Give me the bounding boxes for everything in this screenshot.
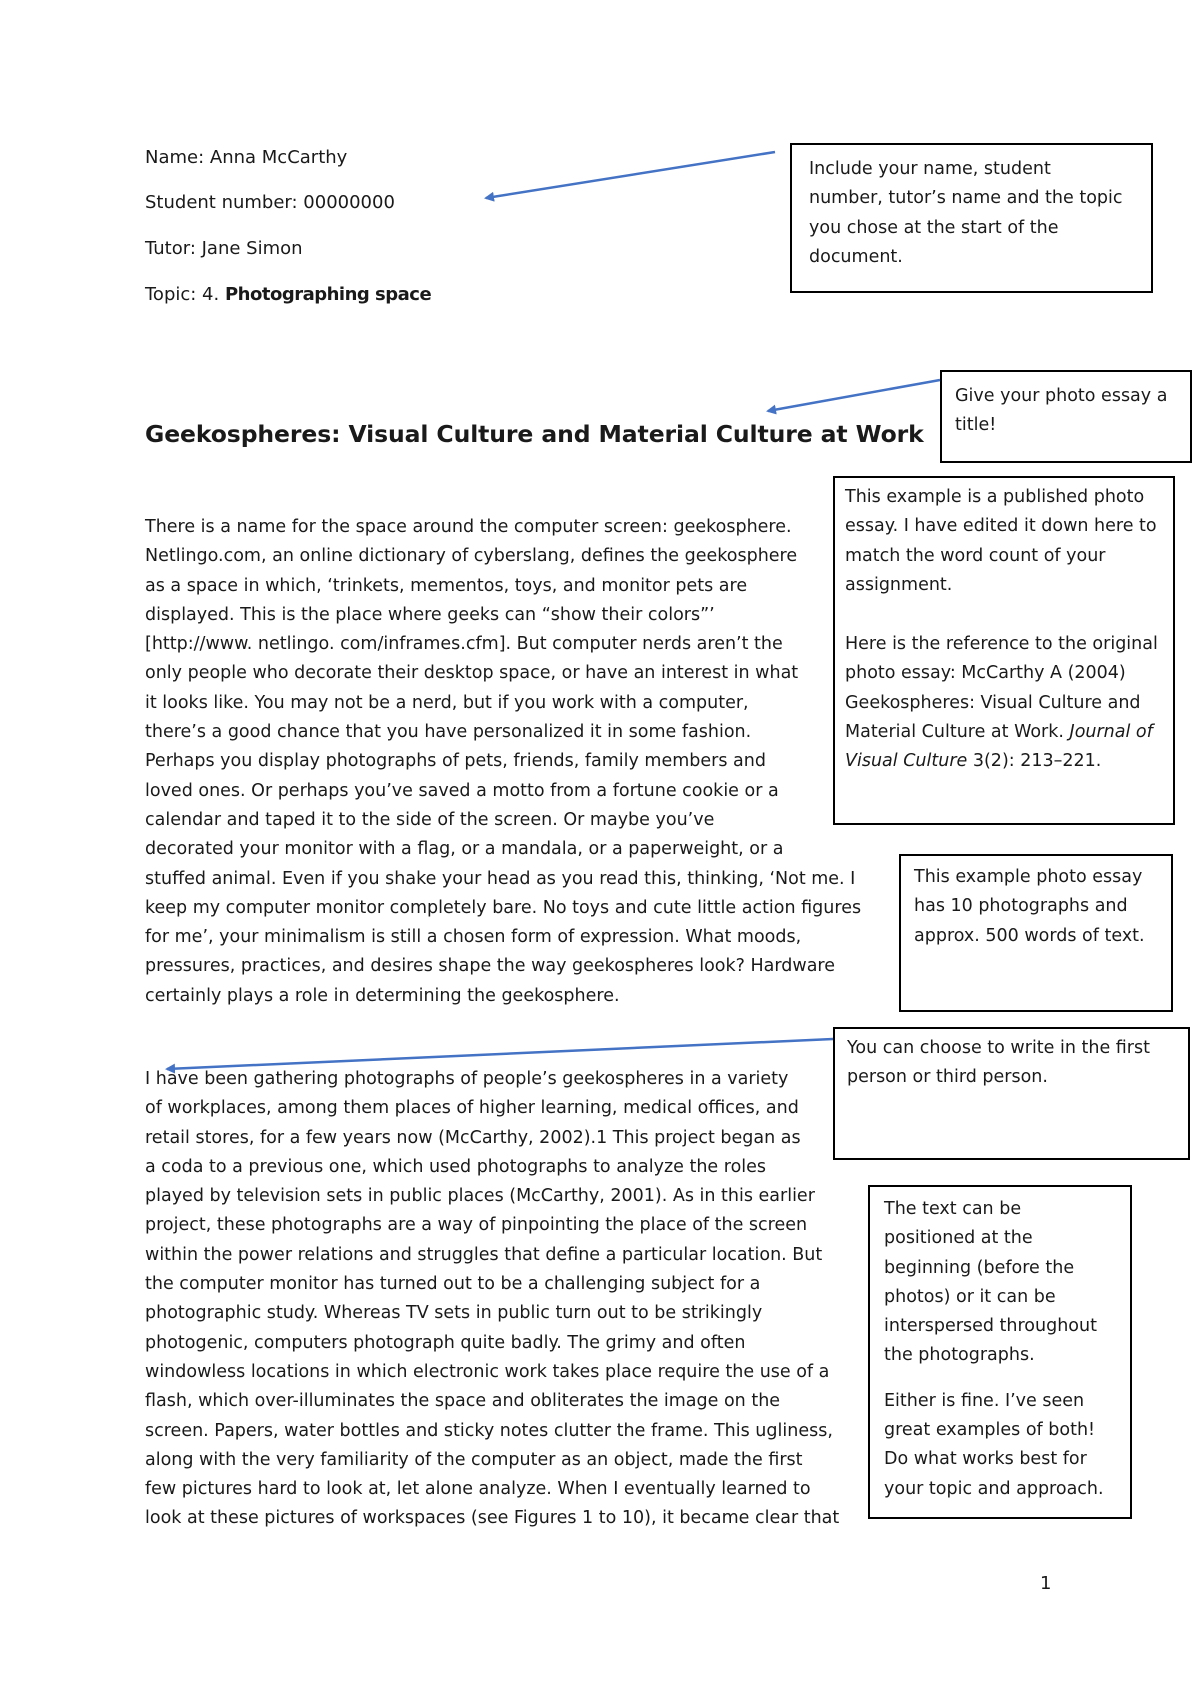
paragraph-line: decorated your monitor with a flag, or a mandala, or a paperweight, or a — [145, 839, 784, 860]
note-line: your topic and approach. — [884, 1478, 1104, 1499]
note-line: Do what works best for — [884, 1449, 1087, 1470]
paragraph-line: only people who decorate their desktop space, or have an interest in what — [145, 663, 799, 684]
journal-name: Visual Culture — [845, 751, 968, 772]
note-line: match the word count of your — [845, 545, 1106, 566]
paragraph-line: certainly plays a role in determining the geekosphere. — [145, 985, 620, 1006]
paragraph-line: Netlingo.com, an online dictionary of cyberslang, defines the geekosphere — [145, 546, 798, 567]
note-line: Include your name, student — [809, 159, 1051, 179]
journal-volume: 3(2): 213–221. — [967, 751, 1102, 772]
paragraph-line: photogenic, computers photograph quite badly. The grimy and often — [145, 1332, 746, 1353]
paragraph-line: retail stores, for a few years now (McCarthy, 2002).1 This project began as — [145, 1127, 801, 1148]
note-line: the photographs. — [884, 1345, 1035, 1366]
note-line: has 10 photographs and — [914, 896, 1128, 917]
paragraph-line: project, these photographs are a way of pinpointing the place of the screen — [145, 1215, 808, 1236]
note-line: This example is a published photo — [845, 487, 1145, 507]
paragraph-line: I have been gathering photographs of people’s geekospheres in a variety — [145, 1069, 789, 1089]
note-line: approx. 500 words of text. — [914, 925, 1145, 946]
note-line: great examples of both! — [884, 1420, 1096, 1441]
note-line: assignment. — [845, 574, 953, 595]
note-line: positioned at the — [884, 1228, 1033, 1249]
note-line: number, tutor’s name and the topic — [809, 188, 1123, 209]
journal-name-start: Journal of — [1069, 722, 1153, 743]
note-line: title! — [955, 415, 997, 436]
paragraph-line: there’s a good chance that you have personalized it in some fashion. — [145, 722, 752, 743]
note-line: photos) or it can be — [884, 1286, 1056, 1307]
note-line: Give your photo essay a — [955, 386, 1168, 406]
arrow-to-header — [486, 152, 775, 198]
paragraph-line: it looks like. You may not be a nerd, but if you work with a computer, — [145, 692, 749, 713]
paragraph-line: [http://www. netlingo. com/inframes.cfm]. But computer nerds aren’t the — [145, 634, 783, 655]
paragraph-line: windowless locations in which electronic work takes place require the use of a — [145, 1361, 830, 1382]
note-line: Geekospheres: Visual Culture and — [845, 692, 1141, 713]
student-name: Name: Anna McCarthy — [145, 147, 348, 168]
paragraph-line: pressures, practices, and desires shape the way geekospheres look? Hardware — [145, 956, 835, 977]
paragraph-line: within the power relations and struggles that define a particular location. But — [145, 1244, 823, 1265]
paragraph-line: keep my computer monitor completely bare. No toys and cute little action figures — [145, 897, 862, 918]
paragraph-line: loved ones. Or perhaps you’ve saved a motto from a fortune cookie or a — [145, 780, 779, 801]
paragraph-line: few pictures hard to look at, let alone analyze. When I eventually learned to — [145, 1479, 811, 1500]
note-line: interspersed throughout — [884, 1316, 1097, 1337]
note-line: document. — [809, 246, 903, 267]
paragraph-line: flash, which over-illuminates the space and obliterates the image on the — [145, 1391, 781, 1412]
paragraph-line: There is a name for the space around the computer screen: geekosphere. — [145, 517, 792, 537]
paragraph-line: of workplaces, among them places of higher learning, medical offices, and — [145, 1098, 799, 1119]
note-line: photo essay: McCarthy A (2004) — [845, 663, 1126, 684]
paragraph-line: as a space in which, ‘trinkets, mementos, toys, and monitor pets are — [145, 575, 748, 596]
arrow-to-paragraph-2 — [167, 1039, 833, 1069]
note-line: Material Culture at Work. — [845, 722, 1064, 743]
note-line: you chose at the start of the — [809, 217, 1059, 238]
paragraph-line: played by television sets in public places (McCarthy, 2001). As in this earlier — [145, 1186, 815, 1207]
paragraph-line: photographic study. Whereas TV sets in public turn out to be strikingly — [145, 1303, 763, 1324]
essay-title: Geekospheres: Visual Culture and Material Culture at Work — [145, 420, 924, 448]
student-number: Student number: 00000000 — [145, 192, 395, 213]
note-line: beginning (before the — [884, 1257, 1075, 1278]
arrow-to-title — [768, 380, 940, 411]
paragraph-line: the computer monitor has turned out to be a challenging subject for a — [145, 1274, 761, 1295]
note-line: The text can be — [884, 1199, 1022, 1219]
paragraph-line: along with the very familiarity of the computer as an object, made the first — [145, 1449, 803, 1470]
paragraph-line: stuffed animal. Even if you shake your head as you read this, thinking, ‘Not me. I — [145, 868, 856, 889]
note-line: Here is the reference to the original — [845, 634, 1158, 655]
page-number: 1 — [1040, 1573, 1052, 1594]
note-line: essay. I have edited it down here to — [845, 516, 1157, 537]
paragraph-line: a coda to a previous one, which used photographs to analyze the roles — [145, 1156, 767, 1177]
note-line: person or third person. — [847, 1067, 1048, 1088]
paragraph-line: for me’, your minimalism is still a chosen form of expression. What moods, — [145, 927, 802, 948]
paragraph-line: screen. Papers, water bottles and sticky notes clutter the frame. This ugliness, — [145, 1420, 833, 1441]
paragraph-line: calendar and taped it to the side of the screen. Or maybe you’ve — [145, 809, 715, 830]
tutor-text: Tutor: Jane Simon — [145, 238, 303, 259]
note-line: Either is fine. I’ve seen — [884, 1390, 1085, 1411]
topic-prefix: Topic: 4. — [145, 284, 225, 305]
note-line: You can choose to write in the first — [847, 1038, 1150, 1058]
paragraph-line: look at these pictures of workspaces (see Figures 1 to 10), it became clear that — [145, 1508, 840, 1529]
topic-title: Photographing space — [224, 284, 432, 305]
note-line: This example photo essay — [914, 867, 1143, 887]
paragraph-line: Perhaps you display photographs of pets, friends, family members and — [145, 751, 766, 772]
paragraph-line: displayed. This is the place where geeks can “show their colors”’ — [145, 604, 715, 625]
